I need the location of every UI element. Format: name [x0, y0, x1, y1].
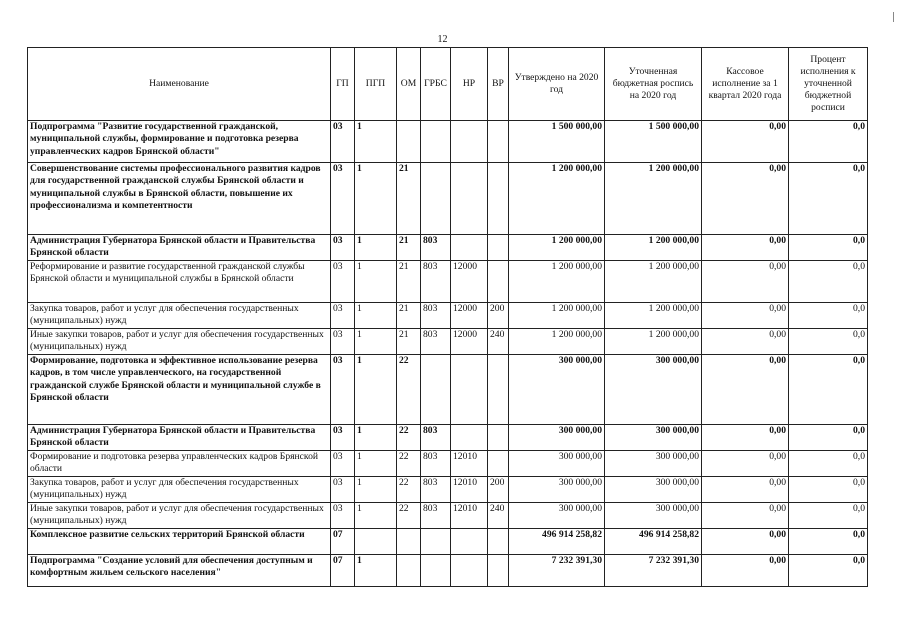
- cell-refined: 7 232 391,30: [605, 555, 702, 587]
- cell-vr: 240: [488, 503, 509, 529]
- cell-nr: [451, 235, 488, 261]
- cell-ppgp: 1: [355, 261, 397, 303]
- cell-cash: 0,00: [702, 121, 789, 163]
- cell-nr: 12000: [451, 329, 488, 355]
- table-row: [28, 503, 868, 529]
- cell-vr: [488, 425, 509, 451]
- cell-cash: 0,00: [702, 529, 789, 555]
- cell-name: Реформирование и развитие государственной гражданской службы Брянской области и муниципальной службы в Брянской области: [28, 261, 331, 303]
- cell-nr: 12010: [451, 451, 488, 477]
- cell-gp: 03: [331, 121, 355, 163]
- cell-approved: 1 200 000,00: [509, 235, 605, 261]
- budget-execution-table: [27, 47, 868, 587]
- table-row: [28, 303, 868, 329]
- cell-cash: 0,00: [702, 235, 789, 261]
- cell-refined: 1 200 000,00: [605, 329, 702, 355]
- table-row: [28, 235, 868, 261]
- cell-name: Иные закупки товаров, работ и услуг для обеспечения государственных (муниципальных) нужд: [28, 329, 331, 355]
- cell-grbs: 803: [421, 235, 451, 261]
- cell-nr: 12000: [451, 303, 488, 329]
- cell-approved: 300 000,00: [509, 451, 605, 477]
- cell-refined: 1 200 000,00: [605, 163, 702, 235]
- cell-percent: 0,0: [789, 235, 868, 261]
- cell-name: Комплексное развитие сельских территорий Брянской области: [28, 529, 331, 555]
- table-row: [28, 451, 868, 477]
- cell-ppgp: 1: [355, 235, 397, 261]
- cell-cash: 0,00: [702, 555, 789, 587]
- col-header-nr: НР: [451, 48, 488, 121]
- cell-refined: 300 000,00: [605, 451, 702, 477]
- cell-name: Закупка товаров, работ и услуг для обеспечения государственных (муниципальных) нужд: [28, 477, 331, 503]
- cell-cash: 0,00: [702, 329, 789, 355]
- cell-nr: [451, 529, 488, 555]
- cell-refined: 1 500 000,00: [605, 121, 702, 163]
- cell-name: Подпрограмма "Развитие государственной гражданской, муниципальной службы, формирование и подготовка резерва управленческих кадров Брянской области": [28, 121, 331, 163]
- cell-vr: [488, 355, 509, 425]
- cell-name: Совершенствование системы профессионального развития кадров для государственной гражданской службы Брянской области и муниципальной службы в Брянской области, повышение их профессионализма и компетентности: [28, 163, 331, 235]
- cell-ppgp: 1: [355, 163, 397, 235]
- cell-grbs: 803: [421, 329, 451, 355]
- cell-grbs: 803: [421, 477, 451, 503]
- cell-refined: 300 000,00: [605, 503, 702, 529]
- cell-vr: [488, 555, 509, 587]
- cell-nr: 12000: [451, 261, 488, 303]
- cell-gp: 03: [331, 261, 355, 303]
- cell-approved: 1 200 000,00: [509, 329, 605, 355]
- cell-refined: 1 200 000,00: [605, 235, 702, 261]
- cell-om: [397, 121, 421, 163]
- col-header-gp: ГП: [331, 48, 355, 121]
- cell-refined: 496 914 258,82: [605, 529, 702, 555]
- cell-cash: 0,00: [702, 163, 789, 235]
- cell-refined: 1 200 000,00: [605, 303, 702, 329]
- cell-approved: 300 000,00: [509, 503, 605, 529]
- cell-om: 22: [397, 477, 421, 503]
- cell-refined: 300 000,00: [605, 425, 702, 451]
- cell-nr: 12010: [451, 503, 488, 529]
- col-header-approved: Утверждено на 2020 год: [509, 48, 605, 121]
- cell-om: 21: [397, 329, 421, 355]
- cell-om: 21: [397, 261, 421, 303]
- cell-vr: [488, 235, 509, 261]
- cell-om: [397, 529, 421, 555]
- cell-percent: 0,0: [789, 477, 868, 503]
- table-row: [28, 121, 868, 163]
- cell-refined: 1 200 000,00: [605, 261, 702, 303]
- cell-gp: 03: [331, 451, 355, 477]
- cell-approved: 300 000,00: [509, 477, 605, 503]
- cell-percent: 0,0: [789, 261, 868, 303]
- cell-cash: 0,00: [702, 261, 789, 303]
- cell-percent: 0,0: [789, 503, 868, 529]
- cell-percent: 0,0: [789, 425, 868, 451]
- cell-vr: [488, 529, 509, 555]
- cell-om: 22: [397, 503, 421, 529]
- cell-ppgp: 1: [355, 329, 397, 355]
- cell-percent: 0,0: [789, 303, 868, 329]
- cell-gp: 07: [331, 529, 355, 555]
- cell-gp: 03: [331, 425, 355, 451]
- col-header-om: ОМ: [397, 48, 421, 121]
- cell-gp: 03: [331, 477, 355, 503]
- col-header-refined: Уточненная бюджетная роспись на 2020 год: [605, 48, 702, 121]
- table-row: [28, 163, 868, 235]
- cell-approved: 7 232 391,30: [509, 555, 605, 587]
- cell-ppgp: 1: [355, 303, 397, 329]
- table-row: [28, 555, 868, 587]
- col-header-percent: Процент исполнения к уточненной бюджетной росписи: [789, 48, 868, 121]
- cell-name: Формирование и подготовка резерва управленческих кадров Брянской области: [28, 451, 331, 477]
- cell-gp: 07: [331, 555, 355, 587]
- table-row: [28, 477, 868, 503]
- cell-vr: [488, 163, 509, 235]
- cell-approved: 496 914 258,82: [509, 529, 605, 555]
- cell-grbs: [421, 355, 451, 425]
- cell-ppgp: 1: [355, 503, 397, 529]
- cell-name: Иные закупки товаров, работ и услуг для обеспечения государственных (муниципальных) нужд: [28, 503, 331, 529]
- cell-nr: 12010: [451, 477, 488, 503]
- cell-grbs: 803: [421, 503, 451, 529]
- cell-vr: 200: [488, 303, 509, 329]
- cell-percent: 0,0: [789, 355, 868, 425]
- cell-grbs: [421, 121, 451, 163]
- cell-vr: 200: [488, 477, 509, 503]
- cell-percent: 0,0: [789, 329, 868, 355]
- cell-om: 21: [397, 163, 421, 235]
- cell-name: Формирование, подготовка и эффективное использование резерва кадров, в том числе управленческого, на государственной гражданской службе Брянской области и муниципальной службе в Брянской области: [28, 355, 331, 425]
- col-header-name: Наименование: [28, 48, 331, 121]
- col-header-vr: ВР: [488, 48, 509, 121]
- cell-gp: 03: [331, 355, 355, 425]
- cell-vr: [488, 451, 509, 477]
- table-row: [28, 355, 868, 425]
- cell-approved: 1 500 000,00: [509, 121, 605, 163]
- table-body: [28, 121, 868, 587]
- cell-cash: 0,00: [702, 425, 789, 451]
- table-row: [28, 425, 868, 451]
- table-row: [28, 329, 868, 355]
- cell-ppgp: 1: [355, 477, 397, 503]
- cell-gp: 03: [331, 163, 355, 235]
- cell-grbs: 803: [421, 451, 451, 477]
- cell-nr: [451, 555, 488, 587]
- cell-nr: [451, 163, 488, 235]
- col-header-grbs: ГРБС: [421, 48, 451, 121]
- table-row: [28, 529, 868, 555]
- cell-om: 22: [397, 355, 421, 425]
- cell-percent: 0,0: [789, 451, 868, 477]
- cell-nr: [451, 425, 488, 451]
- cell-om: 22: [397, 451, 421, 477]
- cell-cash: 0,00: [702, 477, 789, 503]
- cell-ppgp: 1: [355, 121, 397, 163]
- cell-gp: 03: [331, 303, 355, 329]
- cell-ppgp: 1: [355, 425, 397, 451]
- cell-refined: 300 000,00: [605, 355, 702, 425]
- cell-approved: 300 000,00: [509, 355, 605, 425]
- cell-cash: 0,00: [702, 303, 789, 329]
- cell-percent: 0,0: [789, 121, 868, 163]
- cell-om: 21: [397, 235, 421, 261]
- cell-gp: 03: [331, 329, 355, 355]
- cell-om: [397, 555, 421, 587]
- cell-grbs: [421, 163, 451, 235]
- cell-vr: 240: [488, 329, 509, 355]
- table-row: [28, 261, 868, 303]
- table-header-row: [28, 48, 868, 121]
- cell-grbs: [421, 529, 451, 555]
- col-header-cash: Кассовое исполнение за 1 квартал 2020 года: [702, 48, 789, 121]
- cell-om: 21: [397, 303, 421, 329]
- cell-grbs: [421, 555, 451, 587]
- cell-vr: [488, 261, 509, 303]
- cell-name: Администрация Губернатора Брянской области и Правительства Брянской области: [28, 235, 331, 261]
- cell-name: Закупка товаров, работ и услуг для обеспечения государственных (муниципальных) нужд: [28, 303, 331, 329]
- cell-approved: 1 200 000,00: [509, 303, 605, 329]
- cell-percent: 0,0: [789, 555, 868, 587]
- page-number: 12: [437, 34, 448, 45]
- cell-grbs: 803: [421, 425, 451, 451]
- cell-cash: 0,00: [702, 503, 789, 529]
- cell-name: Администрация Губернатора Брянской области и Правительства Брянской области: [28, 425, 331, 451]
- cell-nr: [451, 355, 488, 425]
- cell-name: Подпрограмма "Создание условий для обеспечения доступным и комфортным жильем сельского населения": [28, 555, 331, 587]
- cell-ppgp: 1: [355, 555, 397, 587]
- cell-cash: 0,00: [702, 355, 789, 425]
- col-header-ppgp: ПГП: [355, 48, 397, 121]
- edge-mark: [893, 12, 894, 22]
- cell-gp: 03: [331, 235, 355, 261]
- cell-ppgp: 1: [355, 355, 397, 425]
- cell-gp: 03: [331, 503, 355, 529]
- cell-vr: [488, 121, 509, 163]
- cell-percent: 0,0: [789, 163, 868, 235]
- cell-approved: 1 200 000,00: [509, 163, 605, 235]
- cell-approved: 300 000,00: [509, 425, 605, 451]
- cell-om: 22: [397, 425, 421, 451]
- cell-nr: [451, 121, 488, 163]
- cell-ppgp: [355, 529, 397, 555]
- cell-grbs: 803: [421, 261, 451, 303]
- cell-approved: 1 200 000,00: [509, 261, 605, 303]
- cell-percent: 0,0: [789, 529, 868, 555]
- cell-refined: 300 000,00: [605, 477, 702, 503]
- cell-grbs: 803: [421, 303, 451, 329]
- cell-cash: 0,00: [702, 451, 789, 477]
- cell-ppgp: 1: [355, 451, 397, 477]
